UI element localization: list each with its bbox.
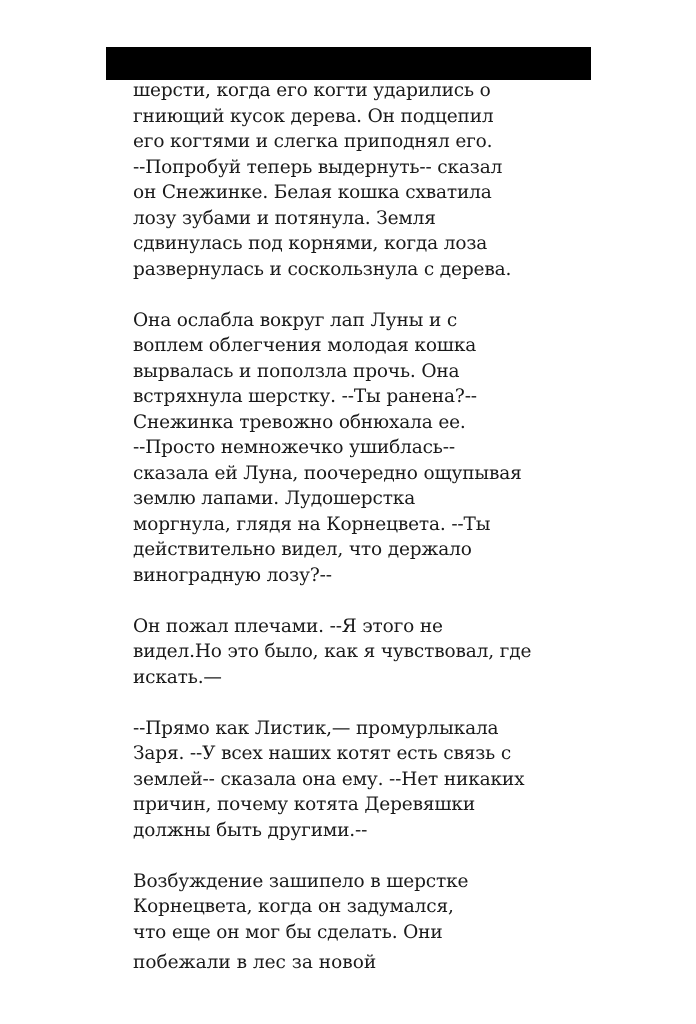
text-line: Заря. --У всех наших котят есть связь с (133, 743, 512, 764)
paragraph-5 (133, 869, 573, 946)
redaction-bar (106, 47, 591, 80)
text-line: моргнула, глядя на Корнецвета. --Ты (133, 513, 491, 535)
text-line: шерсти, когда его когти ударились о (133, 80, 491, 101)
text-line: сказала ей Луна, поочередно ощупывая (133, 462, 522, 484)
paragraph-gap (133, 588, 573, 614)
text-line: причин, почему котята Деревяшки (133, 794, 476, 815)
paragraph-gap (133, 690, 573, 716)
text-line: встряхнула шерстку. --Ты ранена?-- (133, 386, 477, 407)
paragraph-gap (133, 843, 573, 869)
book-page-text (133, 78, 573, 945)
text-line: должны быть другими.-- (133, 819, 368, 841)
text-line: виноградную лозу?-- (133, 564, 332, 586)
text-line: воплем облегчения молодая кошка (133, 335, 477, 356)
text-line: он Снежинке. Белая кошка схватила (133, 182, 492, 203)
cut-off-text-line (133, 952, 573, 976)
text-line: сдвинулась под корнями, когда лоза (133, 233, 488, 254)
paragraph-2 (133, 308, 573, 589)
text-line: --Попробуй теперь выдернуть-- сказал (133, 156, 503, 178)
paragraph-4 (133, 716, 573, 844)
text-line: Возбуждение зашипело в шерстке (133, 870, 469, 892)
text-line: гниющий кусок дерева. Он подцепил (133, 105, 494, 127)
text-line: Он пожал плечами. --Я этого не (133, 615, 443, 637)
text-line: --Прямо как Листик,— промурлыкала (133, 717, 499, 739)
text-line: видел.Но это было, как я чувствовал, где (133, 641, 532, 662)
text-line: действительно видел, что держало (133, 539, 472, 560)
paragraph-1 (133, 78, 573, 282)
text-line: Корнецвета, когда он задумался, (133, 896, 454, 917)
text-line: его когтями и слегка приподнял его. (133, 131, 493, 152)
paragraph-gap (133, 282, 573, 308)
text-line: развернулась и соскользнула с дерева. (133, 258, 512, 280)
text-line: что еще он мог бы сделать. Они (133, 921, 443, 943)
text-line: Снежинка тревожно обнюхала ее. (133, 411, 466, 433)
text-line: землю лапами. Лудошерстка (133, 488, 416, 509)
partial-line-text: побежали в лес за новой (133, 952, 377, 973)
text-line: вырвалась и поползла прочь. Она (133, 360, 460, 382)
text-line: искать.— (133, 666, 222, 688)
text-line: --Просто немножечко ушиблась-- (133, 437, 455, 458)
text-line: землей-- сказала она ему. --Нет никаких (133, 768, 525, 790)
text-line: лозу зубами и потянула. Земля (133, 207, 436, 229)
text-line: Она ослабла вокруг лап Луны и с (133, 309, 458, 331)
paragraph-3 (133, 614, 573, 691)
